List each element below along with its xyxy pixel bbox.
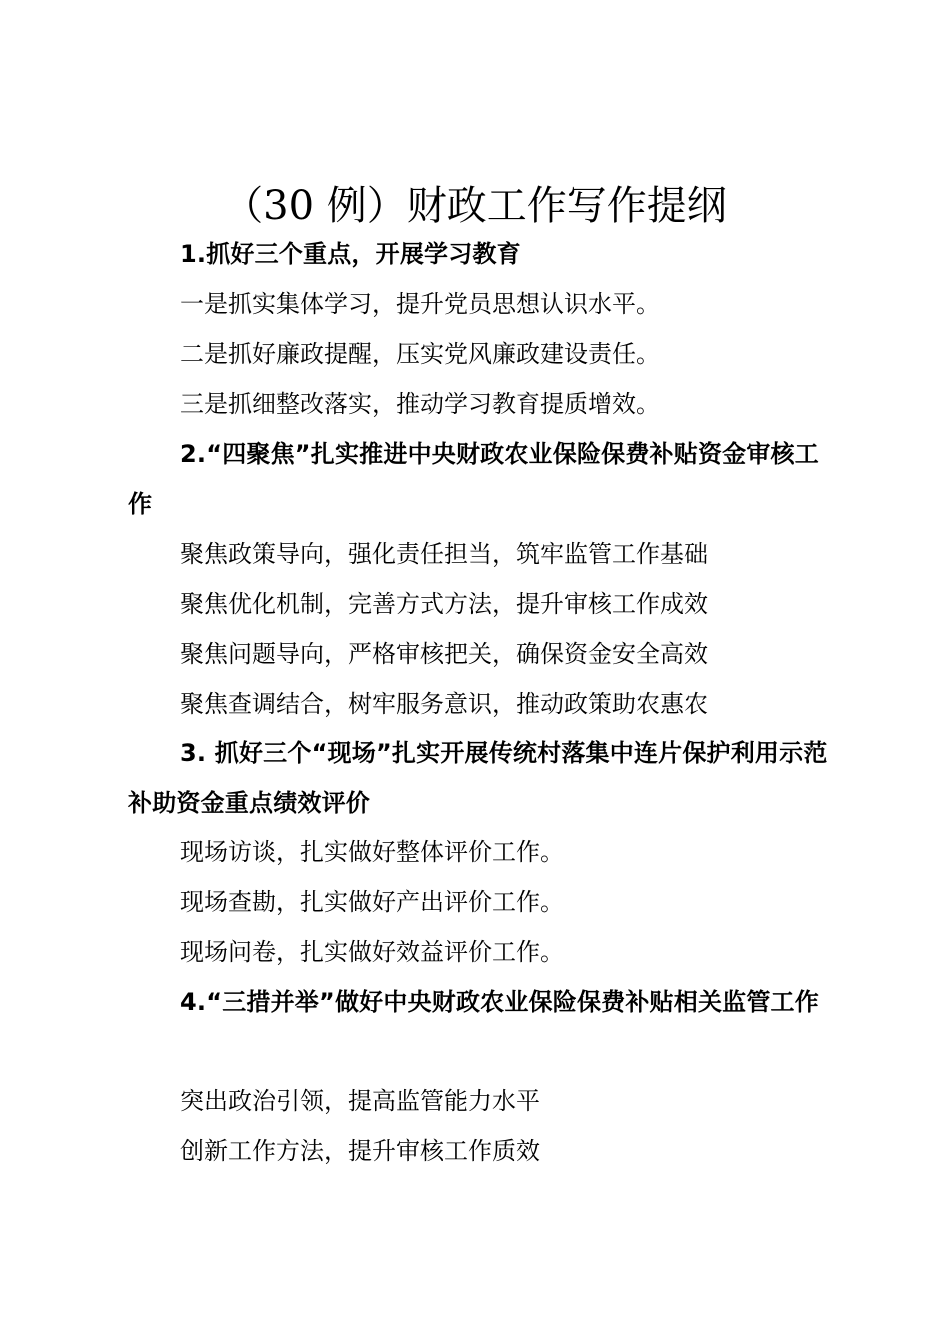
section-item: 突出政治引领，提高监管能力水平 [180,1087,540,1115]
section-item: 二是抓好廉政提醒，压实党风廉政建设责任。 [180,340,660,368]
section-item: 聚焦政策导向，强化责任担当，筑牢监管工作基础 [180,540,708,568]
section-heading: 3. 抓好三个“现场”扎实开展传统村落集中连片保护利用示范补助资金重点绩效评价 [128,739,828,817]
section-item: 聚焦查调结合，树牢服务意识，推动政策助农惠农 [180,690,708,718]
section-item: 创新工作方法，提升审核工作质效 [180,1137,540,1165]
section-heading: 2.“四聚焦”扎实推进中央财政农业保险保费补贴资金审核工作 [128,440,819,518]
section-item: 三是抓细整改落实，推动学习教育提质增效。 [180,390,660,418]
section-item: 现场访谈，扎实做好整体评价工作。 [180,838,564,866]
section-item: 现场问卷，扎实做好效益评价工作。 [180,938,564,966]
section-item: 一是抓实集体学习，提升党员思想认识水平。 [180,290,660,318]
section-item: 聚焦问题导向，严格审核把关，确保资金安全高效 [180,640,708,668]
section-heading: 4.“三措并举”做好中央财政农业保险保费补贴相关监管工作 [180,988,819,1016]
section-item: 聚焦优化机制，完善方式方法，提升审核工作成效 [180,590,708,618]
section-heading: 1.抓好三个重点，开展学习教育 [180,240,521,268]
document-title: （30 例）财政工作写作提纲 [223,183,727,229]
section-item: 现场查勘，扎实做好产出评价工作。 [180,888,564,916]
